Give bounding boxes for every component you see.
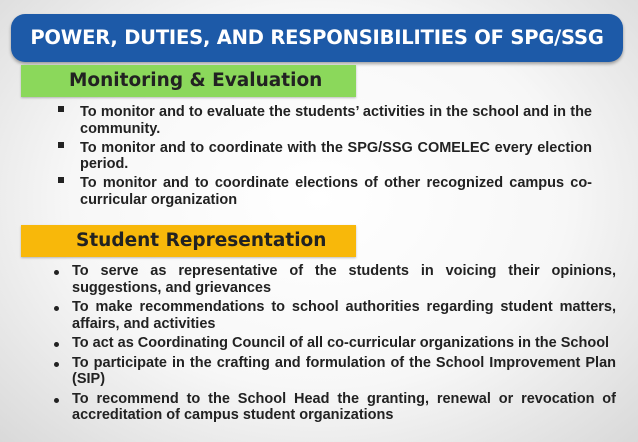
list-item: To monitor and to coordinate with the SPG/SSG COMELEC every election period.: [80, 140, 592, 173]
list-item: To participate in the crafting and formulation of the School Improvement Plan (SIP): [72, 355, 616, 388]
list-item: To make recommendations to school authorities regarding student matters, affairs, and activities: [72, 299, 616, 332]
section-label-student-representation: Student Representation: [21, 225, 356, 257]
list-item: To recommend to the School Head the granting, renewal or revocation of accreditation of campus student organizations: [72, 391, 616, 424]
round-bullet-icon: [54, 398, 59, 403]
list-item: To act as Coordinating Council of all co-curricular organizations in the School: [72, 335, 616, 352]
square-bullet-icon: [58, 142, 64, 148]
round-bullet-icon: [54, 306, 59, 311]
list-item: To serve as representative of the students in voicing their opinions, suggestions, and grievances: [72, 263, 616, 296]
student-representation-list: [72, 263, 616, 427]
page-title: POWER, DUTIES, AND RESPONSIBILITIES OF SPG/SSG: [11, 14, 623, 62]
round-bullet-icon: [54, 362, 59, 367]
section-label-monitoring-evaluation: Monitoring & Evaluation: [21, 65, 356, 97]
round-bullet-icon: [54, 270, 59, 275]
monitoring-evaluation-list: [80, 104, 592, 211]
square-bullet-icon: [58, 106, 64, 112]
list-item: To monitor and to coordinate elections of other recognized campus co-curricular organization: [80, 175, 592, 208]
list-item: To monitor and to evaluate the students’ activities in the school and in the community.: [80, 104, 592, 137]
round-bullet-icon: [54, 342, 59, 347]
square-bullet-icon: [58, 177, 64, 183]
